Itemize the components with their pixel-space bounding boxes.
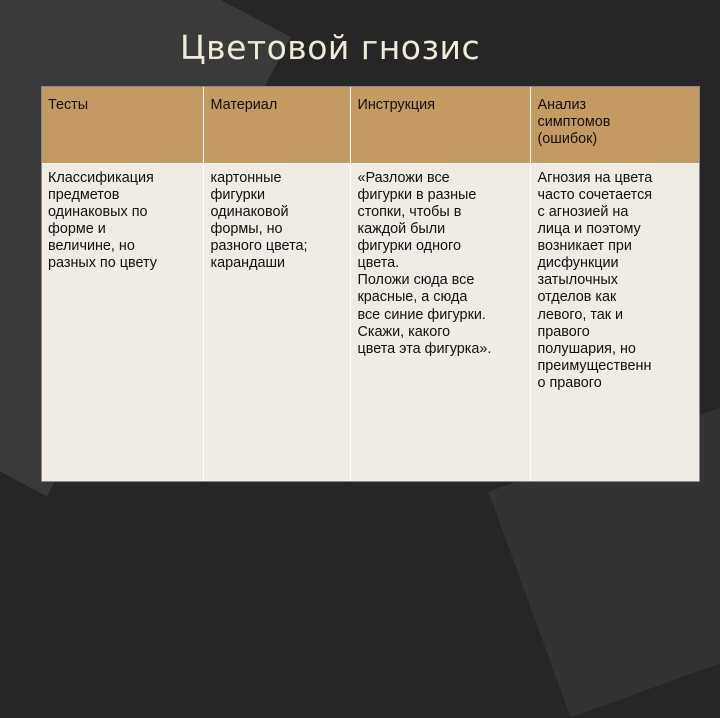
header-tests: Тесты [42,87,203,163]
cell-material: картонные фигурки одинаковой формы, но разного цвета; карандаши [203,163,350,481]
gnosis-table-container [41,86,700,482]
slide-title: Цветовой гнозис [180,28,481,67]
table-header-row [42,87,699,163]
cell-tests: Классификация предметов одинаковых по форме и величине, но разных по цвету [48,169,157,272]
gnosis-table [42,87,699,481]
cell-symptom-analysis: Агнозия на цвета часто сочетается с агнозией на лица и поэтому возникает при дисфункции затылочных отделов как левого, так и правого полушария, но преимущественн о правого [530,163,699,481]
header-symptom-analysis: Анализ симптомов (ошибок) [530,87,699,163]
header-instruction: Инструкция [350,87,530,163]
cell-instruction: «Разложи все фигурки в разные стопки, чтобы в каждой были фигурки одного цвета. Положи сюда все красные, а сюда все синие фигурки. Скажи, какого цвета эта фигурка». [350,163,530,481]
header-material: Материал [203,87,350,163]
table-row [42,163,699,481]
